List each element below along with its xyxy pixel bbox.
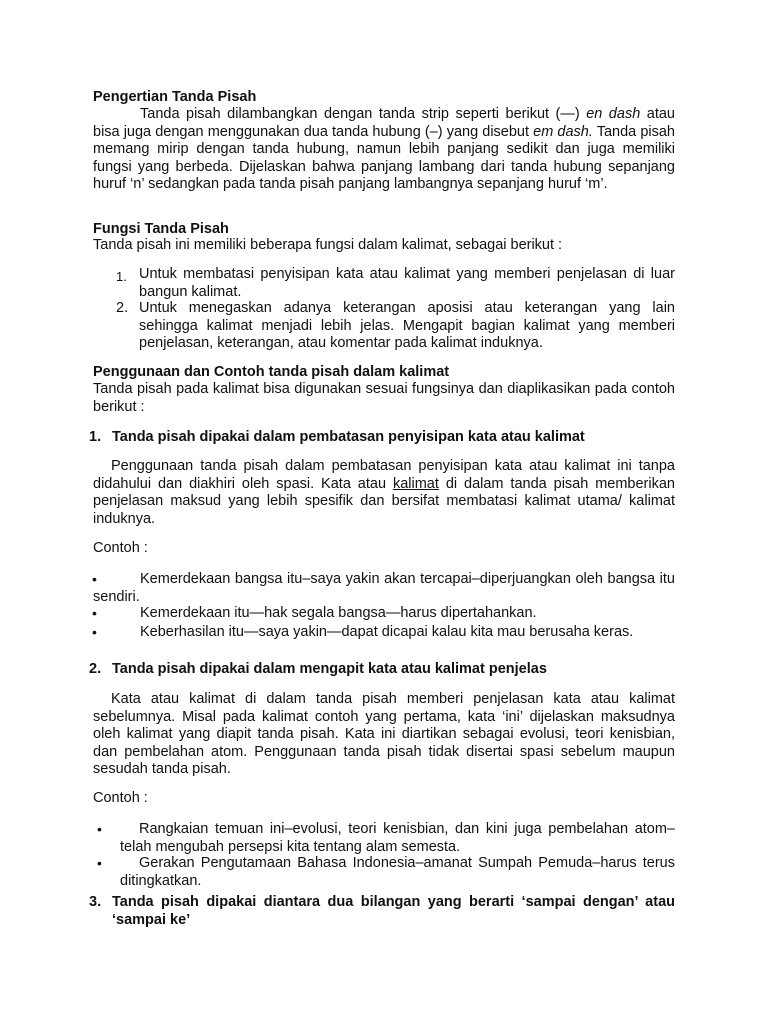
list-item: Kemerdekaan itu—hak segala bangsa—harus dipertahankan. — [140, 605, 537, 621]
part1-paragraph — [93, 458, 675, 528]
contoh-label: Contoh : — [93, 540, 148, 556]
paragraph-pengertian — [93, 106, 675, 194]
list-item: Gerakan Pengutamaan Bahasa Indonesia–amanat Sumpah Pemuda–harus terus ditingkatkan. — [120, 855, 675, 889]
paragraph-text: Tanda pisah memang mirip dengan tanda hubung, namun lebih panjang sedikit dan juga memiliki fungsi yang berbeda. Dijelaskan bahwa panjang lambang dari tanda hubung sepanjang huruf ‘n’ sedangkan pada tanda pisah panjang lambangnya sepanjang huruf ‘m’. — [93, 123, 675, 192]
paragraph-text: atau bisa juga dengan menggunakan dua tanda hubung (–) yang disebut — [93, 106, 675, 140]
contoh-label: Contoh : — [93, 790, 148, 806]
part2-paragraph: Kata atau kalimat di dalam tanda pisah memberi penjelasan kata atau kalimat sebelumnya. Misal pada kalimat contoh yang pertama, kata ‘ini’ dijelaskan maksudnya oleh kalimat yang diapit tanda pisah. Kata ini diartikan sebagai evolusi, teori kenisbian, dan pembelahan atom. Penggunaan tanda pisah tidak disertai spasi sebelum maupun sesudah tanda pisah. — [93, 691, 675, 777]
paragraph-text: di dalam tanda pisah memberikan penjelasan maksud yang lebih spesifik dan bersifat membatasi kalimat utama/ kalimat induknya. — [93, 475, 675, 527]
bullet-glyph: • — [97, 855, 102, 871]
italic-term: em dash. — [533, 123, 593, 140]
fungsi-intro: Tanda pisah ini memiliki beberapa fungsi dalam kalimat, sebagai berikut : — [93, 237, 563, 253]
paragraph-text: Penggunaan tanda pisah dalam pembatasan penyisipan kata atau kalimat ini tanpa didahului dan diakhiri oleh spasi. Kata atau — [93, 458, 675, 492]
bullet-glyph: • — [92, 571, 97, 587]
italic-term: en dash — [586, 106, 641, 122]
list-item: Rangkaian temuan ini–evolusi, teori kenisbian, dan kini juga pembelahan atom–telah mengubah persepsi kita tentang alam semesta. — [120, 821, 675, 855]
list-number: 2. — [116, 300, 129, 316]
bullet-glyph: • — [92, 624, 97, 640]
numbered-heading: Tanda pisah dipakai dalam pembatasan penyisipan kata atau kalimat — [112, 429, 585, 445]
list-item: Keberhasilan itu—saya yakin—dapat dicapai kalau kita mau berusaha keras. — [140, 624, 634, 640]
list-item: Untuk menegaskan adanya keterangan aposisi atau keterangan yang lain sehingga kalimat menjadi lebih jelas. Mengapit bagian kalimat yang memberi penjelasan, keterangan, atau komentar pada kalimat induknya. — [139, 300, 675, 351]
paragraph-text: Tanda pisah dilambangkan dengan tanda strip seperti berikut (—) — [140, 106, 580, 122]
penggunaan-intro: Tanda pisah pada kalimat bisa digunakan sesuai fungsinya dan diaplikasikan pada contoh berikut : — [93, 381, 675, 415]
list-number: 1. — [116, 269, 127, 284]
list-item: Untuk membatasi penyisipan kata atau kalimat yang memberi penjelasan di luar bangun kalimat. — [139, 266, 675, 300]
numbered-heading: Tanda pisah dipakai diantara dua bilangan yang berarti ‘sampai dengan’ atau ‘sampai ke’ — [112, 894, 675, 928]
numbered-heading-number: 3. — [89, 894, 102, 910]
numbered-heading-number: 2. — [89, 661, 102, 677]
section-title-fungsi: Fungsi Tanda Pisah — [93, 221, 229, 237]
bullet-glyph: • — [92, 605, 97, 621]
section-title-pengertian: Pengertian Tanda Pisah — [93, 89, 257, 105]
underlined-word: kalimat — [392, 475, 439, 492]
numbered-heading-number: 1. — [89, 429, 102, 445]
section-title-penggunaan: Penggunaan dan Contoh tanda pisah dalam kalimat — [93, 364, 450, 380]
numbered-heading: Tanda pisah dipakai dalam mengapit kata atau kalimat penjelas — [112, 661, 547, 677]
list-item: Kemerdekaan bangsa itu–saya yakin akan tercapai–diperjuangkan oleh bangsa itu sendiri. — [93, 571, 675, 605]
bullet-glyph: • — [97, 821, 102, 837]
